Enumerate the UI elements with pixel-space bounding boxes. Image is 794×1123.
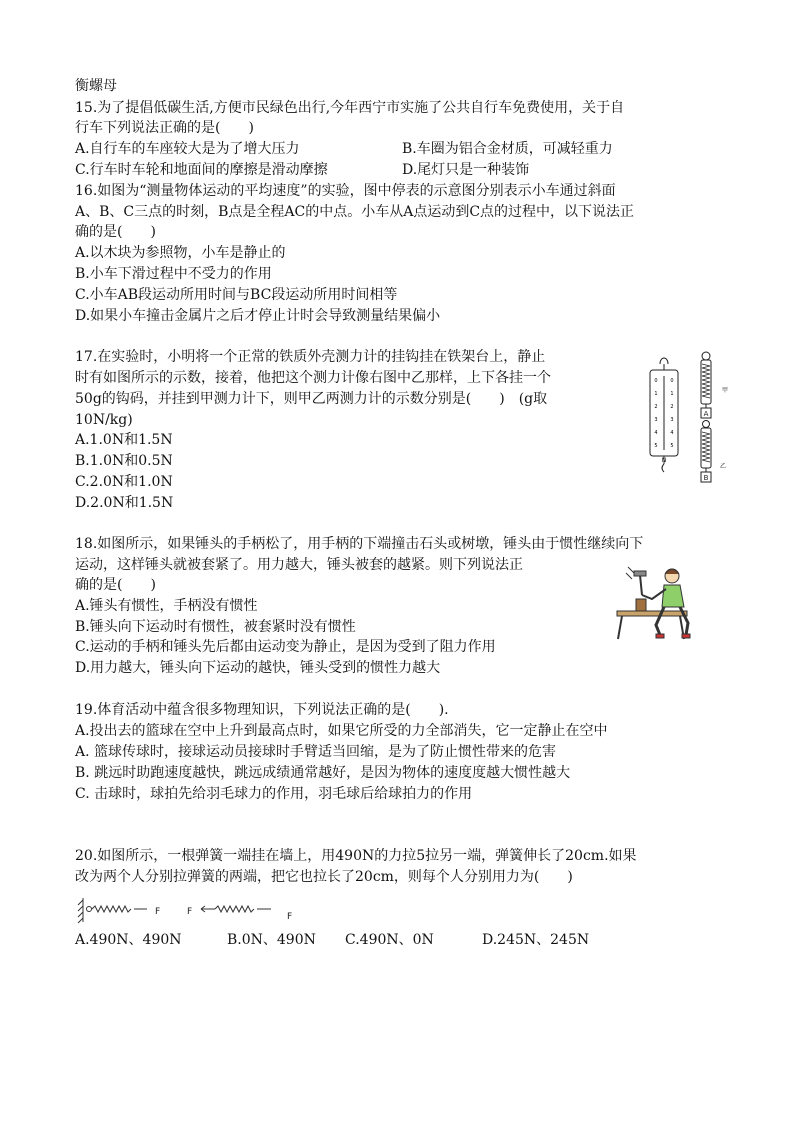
- weight-label-a: A: [703, 410, 709, 418]
- q19-option-3[interactable]: B. 跳远时助跑速度越快，跳远成绩通常越好，是因为物体的速度度越大惯性越大: [75, 765, 571, 781]
- q16-stem-line-3: 确的是( ): [75, 224, 156, 240]
- header-fragment: 衡螺母: [75, 78, 117, 94]
- q20-option-d[interactable]: D.245N、245N: [482, 932, 590, 948]
- q18-stem-line-1: 18.如图所示，如果锤头的手柄松了，用手柄的下端撞击石头或树墩，锤头由于惯性继续向下: [75, 536, 644, 552]
- label-jia: 甲: [722, 387, 729, 394]
- scale-tick-label-right: 5: [670, 443, 674, 449]
- q16-stem-line-1: 16.如图为“测量物体运动的平均速度”的实验，图中停表的示意图分别表示小车通过斜面: [75, 183, 616, 199]
- q19-option-2[interactable]: A. 篮球传球时，接球运动员接球时手臂适当回缩，是为了防止惯性带来的危害: [75, 744, 557, 760]
- scale-tick-label-left: 1: [654, 391, 658, 397]
- force-label-2: F: [187, 907, 193, 917]
- q15-option-c[interactable]: C.行车时车轮和地面间的摩擦是滑动摩擦: [75, 162, 328, 178]
- spring-scale-figure: [640, 350, 730, 490]
- q20-stem-line-1: 20.如图所示，一根弹簧一端挂在墙上，用490N的力拉5拉另一端，弹簧伸长了20cm.如果: [75, 848, 637, 864]
- q17-option-d[interactable]: D.2.0N和1.5N: [75, 495, 174, 511]
- scale-tick-label-left: 4: [654, 430, 658, 436]
- spring-scale-jia: [701, 352, 711, 418]
- scale-tick-label-left: 0: [654, 378, 658, 384]
- scale-unit-left: N: [661, 457, 667, 464]
- weight-label-b: B: [703, 474, 709, 482]
- q18-option-a[interactable]: A.锤头有惯性，手柄没有惯性: [75, 598, 258, 614]
- q16-option-b[interactable]: B.小车下滑过程中不受力的作用: [75, 266, 272, 282]
- q16-option-a[interactable]: A.以木块为参照物，小车是静止的: [75, 245, 286, 261]
- q17-stem-line-3: 50g的钩码，并挂到甲测力计下，则甲乙两测力计的示数分别是( ) (g取: [75, 391, 548, 407]
- q19-option-1[interactable]: A.投出去的篮球在空中上升到最高点时，如果它所受的力全部消失，它一定静止在空中: [75, 723, 608, 739]
- q16-option-c[interactable]: C.小车AB段运动所用时间与BC段运动所用时间相等: [75, 287, 398, 303]
- q20-option-b[interactable]: B.0N、490N: [227, 932, 316, 948]
- q17-option-a[interactable]: A.1.0N和1.5N: [75, 432, 173, 448]
- scale-tick-label-left: 5: [654, 443, 658, 449]
- q20-option-c[interactable]: C.490N、0N: [345, 932, 434, 948]
- spring-on-wall: [87, 906, 148, 912]
- q16-stem-line-2: A、B、C三点的时刻，B点是全程AC的中点。小车从A点运动到C点的过程中，以下说法正: [75, 204, 635, 220]
- q17-option-c[interactable]: C.2.0N和1.0N: [75, 474, 173, 490]
- q16-option-d[interactable]: D.如果小车撞击金属片之后才停止计时会导致测量结果偏小: [75, 308, 441, 324]
- scale-tick-label-right: 1: [670, 391, 674, 397]
- q18-option-c[interactable]: C.运动的手柄和锤头先后都由运动变为静止，是因为受到了阻力作用: [75, 639, 496, 655]
- label-yi: 乙: [720, 463, 727, 470]
- q15-stem-line-1: 15.为了提倡低碳生活,方便市民绿色出行,今年西宁市实施了公共自行车免费使用，关于自: [75, 100, 625, 116]
- scale-tick-label-left: 2: [654, 404, 658, 410]
- q20-option-a[interactable]: A.490N、490N: [75, 932, 182, 948]
- q15-option-d[interactable]: D.尾灯只是一种装饰: [402, 162, 530, 178]
- spring-two-ends: [201, 906, 271, 912]
- q18-option-b[interactable]: B.锤头向下运动时有惯性，被套紧时没有惯性: [75, 619, 356, 635]
- hammer-man-illustration: [612, 565, 712, 645]
- q18-stem-line-3: 确的是( ): [75, 577, 156, 593]
- force-label-3: F: [287, 912, 293, 922]
- q17-option-b[interactable]: B.1.0N和0.5N: [75, 453, 173, 469]
- q17-stem-line-1: 17.在实验时，小明将一个正常的铁质外壳测力计的挂钩挂在铁架台上，静止: [75, 349, 546, 365]
- scale-tick-label-right: 2: [670, 404, 674, 410]
- q18-option-d[interactable]: D.用力越大，锤头向下运动的越快，锤头受到的惯性力越大: [75, 660, 441, 676]
- scale-tick-label-right: 4: [670, 430, 674, 436]
- scale-tick-label-left: 3: [654, 417, 658, 423]
- q19-stem-line-1: 19.体育活动中蕴含很多物理知识，下列说法正确的是( ).: [75, 702, 449, 718]
- q18-stem-line-2: 运动，这样锤头就被套紧了。用力越大，锤头被套的越紧。则下列说法正: [75, 557, 523, 573]
- spring-pull-diagram: [75, 895, 305, 925]
- wall-icon: [78, 898, 83, 923]
- spring-scale-single: [650, 358, 678, 472]
- q15-option-b[interactable]: B.车圈为铝合金材质，可减轻重力: [402, 141, 613, 157]
- q17-stem-line-4: 10N/kg): [75, 412, 133, 428]
- q15-option-a[interactable]: A.自行车的车座较大是为了增大压力: [75, 141, 300, 157]
- spring-scale-yi: [701, 421, 711, 483]
- q17-stem-line-2: 时有如图所示的示数，接着，他把这个测力计像右图中乙那样，上下各挂一个: [75, 370, 551, 386]
- scale-tick-label-right: 3: [670, 417, 674, 423]
- scale-tick-label-right: 0: [670, 378, 674, 384]
- force-label-1: F: [155, 907, 161, 917]
- q20-stem-line-2: 改为两个人分别拉弹簧的两端，把它也拉长了20cm，则每个人分别用力为( ): [75, 869, 573, 885]
- q19-option-4[interactable]: C. 击球时，球拍先给羽毛球力的作用，羽毛球后给球拍力的作用: [75, 786, 473, 802]
- q15-stem-line-2: 行车下列说法正确的是( ): [75, 120, 254, 136]
